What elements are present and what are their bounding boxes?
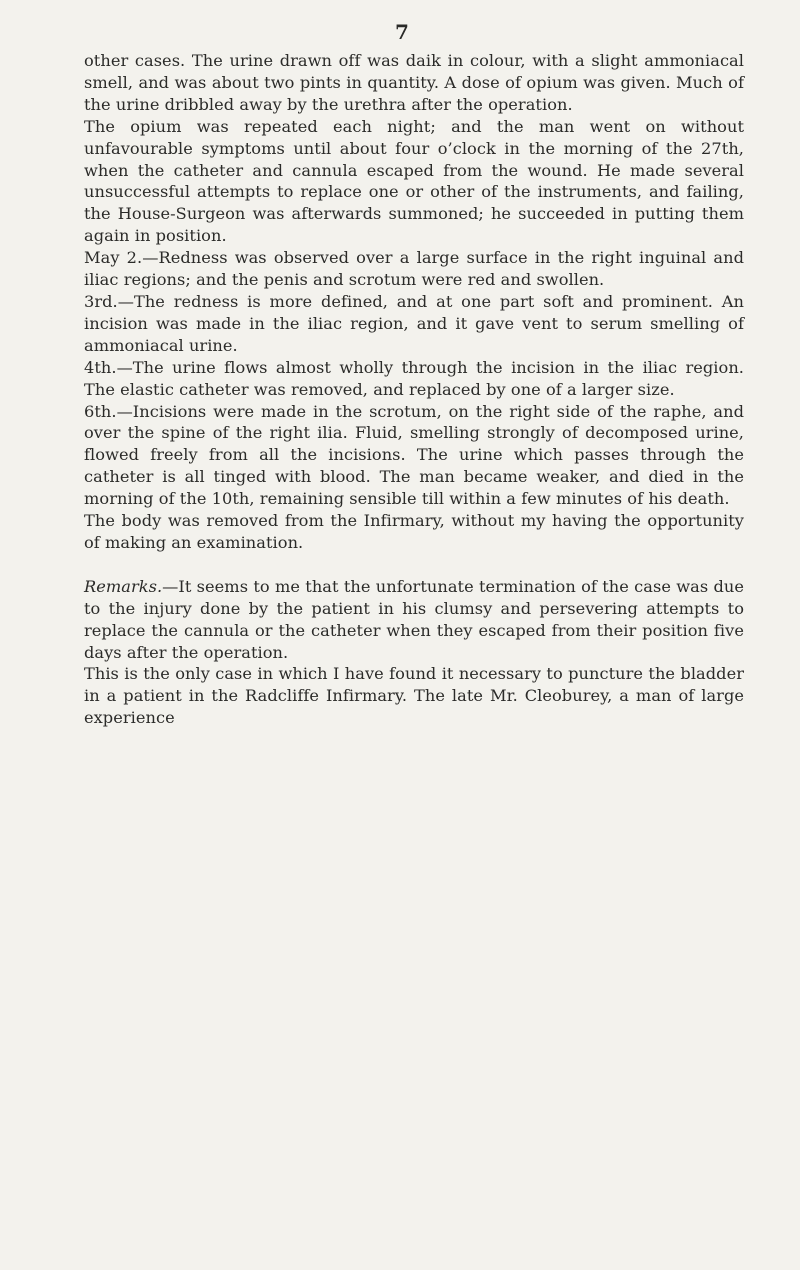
paragraph-opium: The opium was repeated each night; and the man went on without unfavourable symptoms until about four o’clock in the morning of the 27th, when the catheter and cannula escaped from the wound. He made several unsuccessful attempts to replace one or other of the instruments, and failing, the House-Surgeon was afterwards summoned; he succeeded in putting them again in position. xyxy=(84,116,744,246)
remarks-label: Remarks. xyxy=(84,576,163,596)
remarks-text: —It seems to me that the unfortunate termination of the case was due to the injury done by the patient in his clumsy and persevering attempts to replace the cannula or the catheter when they escaped from their position five days after the operation. xyxy=(84,576,744,662)
paragraph-body-removed: The body was removed from the Infirmary, without my having the opportunity of making an examination. xyxy=(84,511,744,552)
paragraph-opening: other cases. The urine drawn off was daik in colour, with a slight ammoniacal smell, and was about two pints in quantity. A dose of opium was given. Much of the urine dribbled away by the urethra after the operation. xyxy=(84,51,744,114)
remarks-paragraph xyxy=(84,576,744,664)
paragraph-may-2: May 2.—Redness was observed over a large surface in the right inguinal and iliac regions; and the penis and scrotum were red and swollen. xyxy=(84,248,744,290)
paragraph-closing: This is the only case in which I have found it necessary to puncture the bladder in a patient in the Radcliffe Infirmary. The late Mr. Cleoburey, a man of large experience xyxy=(84,664,744,728)
body-text xyxy=(84,50,744,729)
paragraph-6th: 6th.—Incisions were made in the scrotum, on the right side of the raphe, and over the spine of the right ilia. Fluid, smelling strongly of decomposed urine, flowed freely from all the incisions. The urine which passes through the catheter is all tinged with blood. The man became weaker, and died in the morning of the 10th, remaining sensible till within a few minutes of his death. xyxy=(84,401,744,509)
paragraph-3rd: 3rd.—The redness is more defined, and at one part soft and prominent. An incision was made in the iliac region, and it gave vent to serum smelling of ammoniacal urine. xyxy=(84,291,744,355)
page-number: 7 xyxy=(395,20,409,44)
paragraph-4th: 4th.—The urine flows almost wholly through the incision in the iliac region. The elastic catheter was removed, and replaced by one of a larger size. xyxy=(84,357,744,399)
